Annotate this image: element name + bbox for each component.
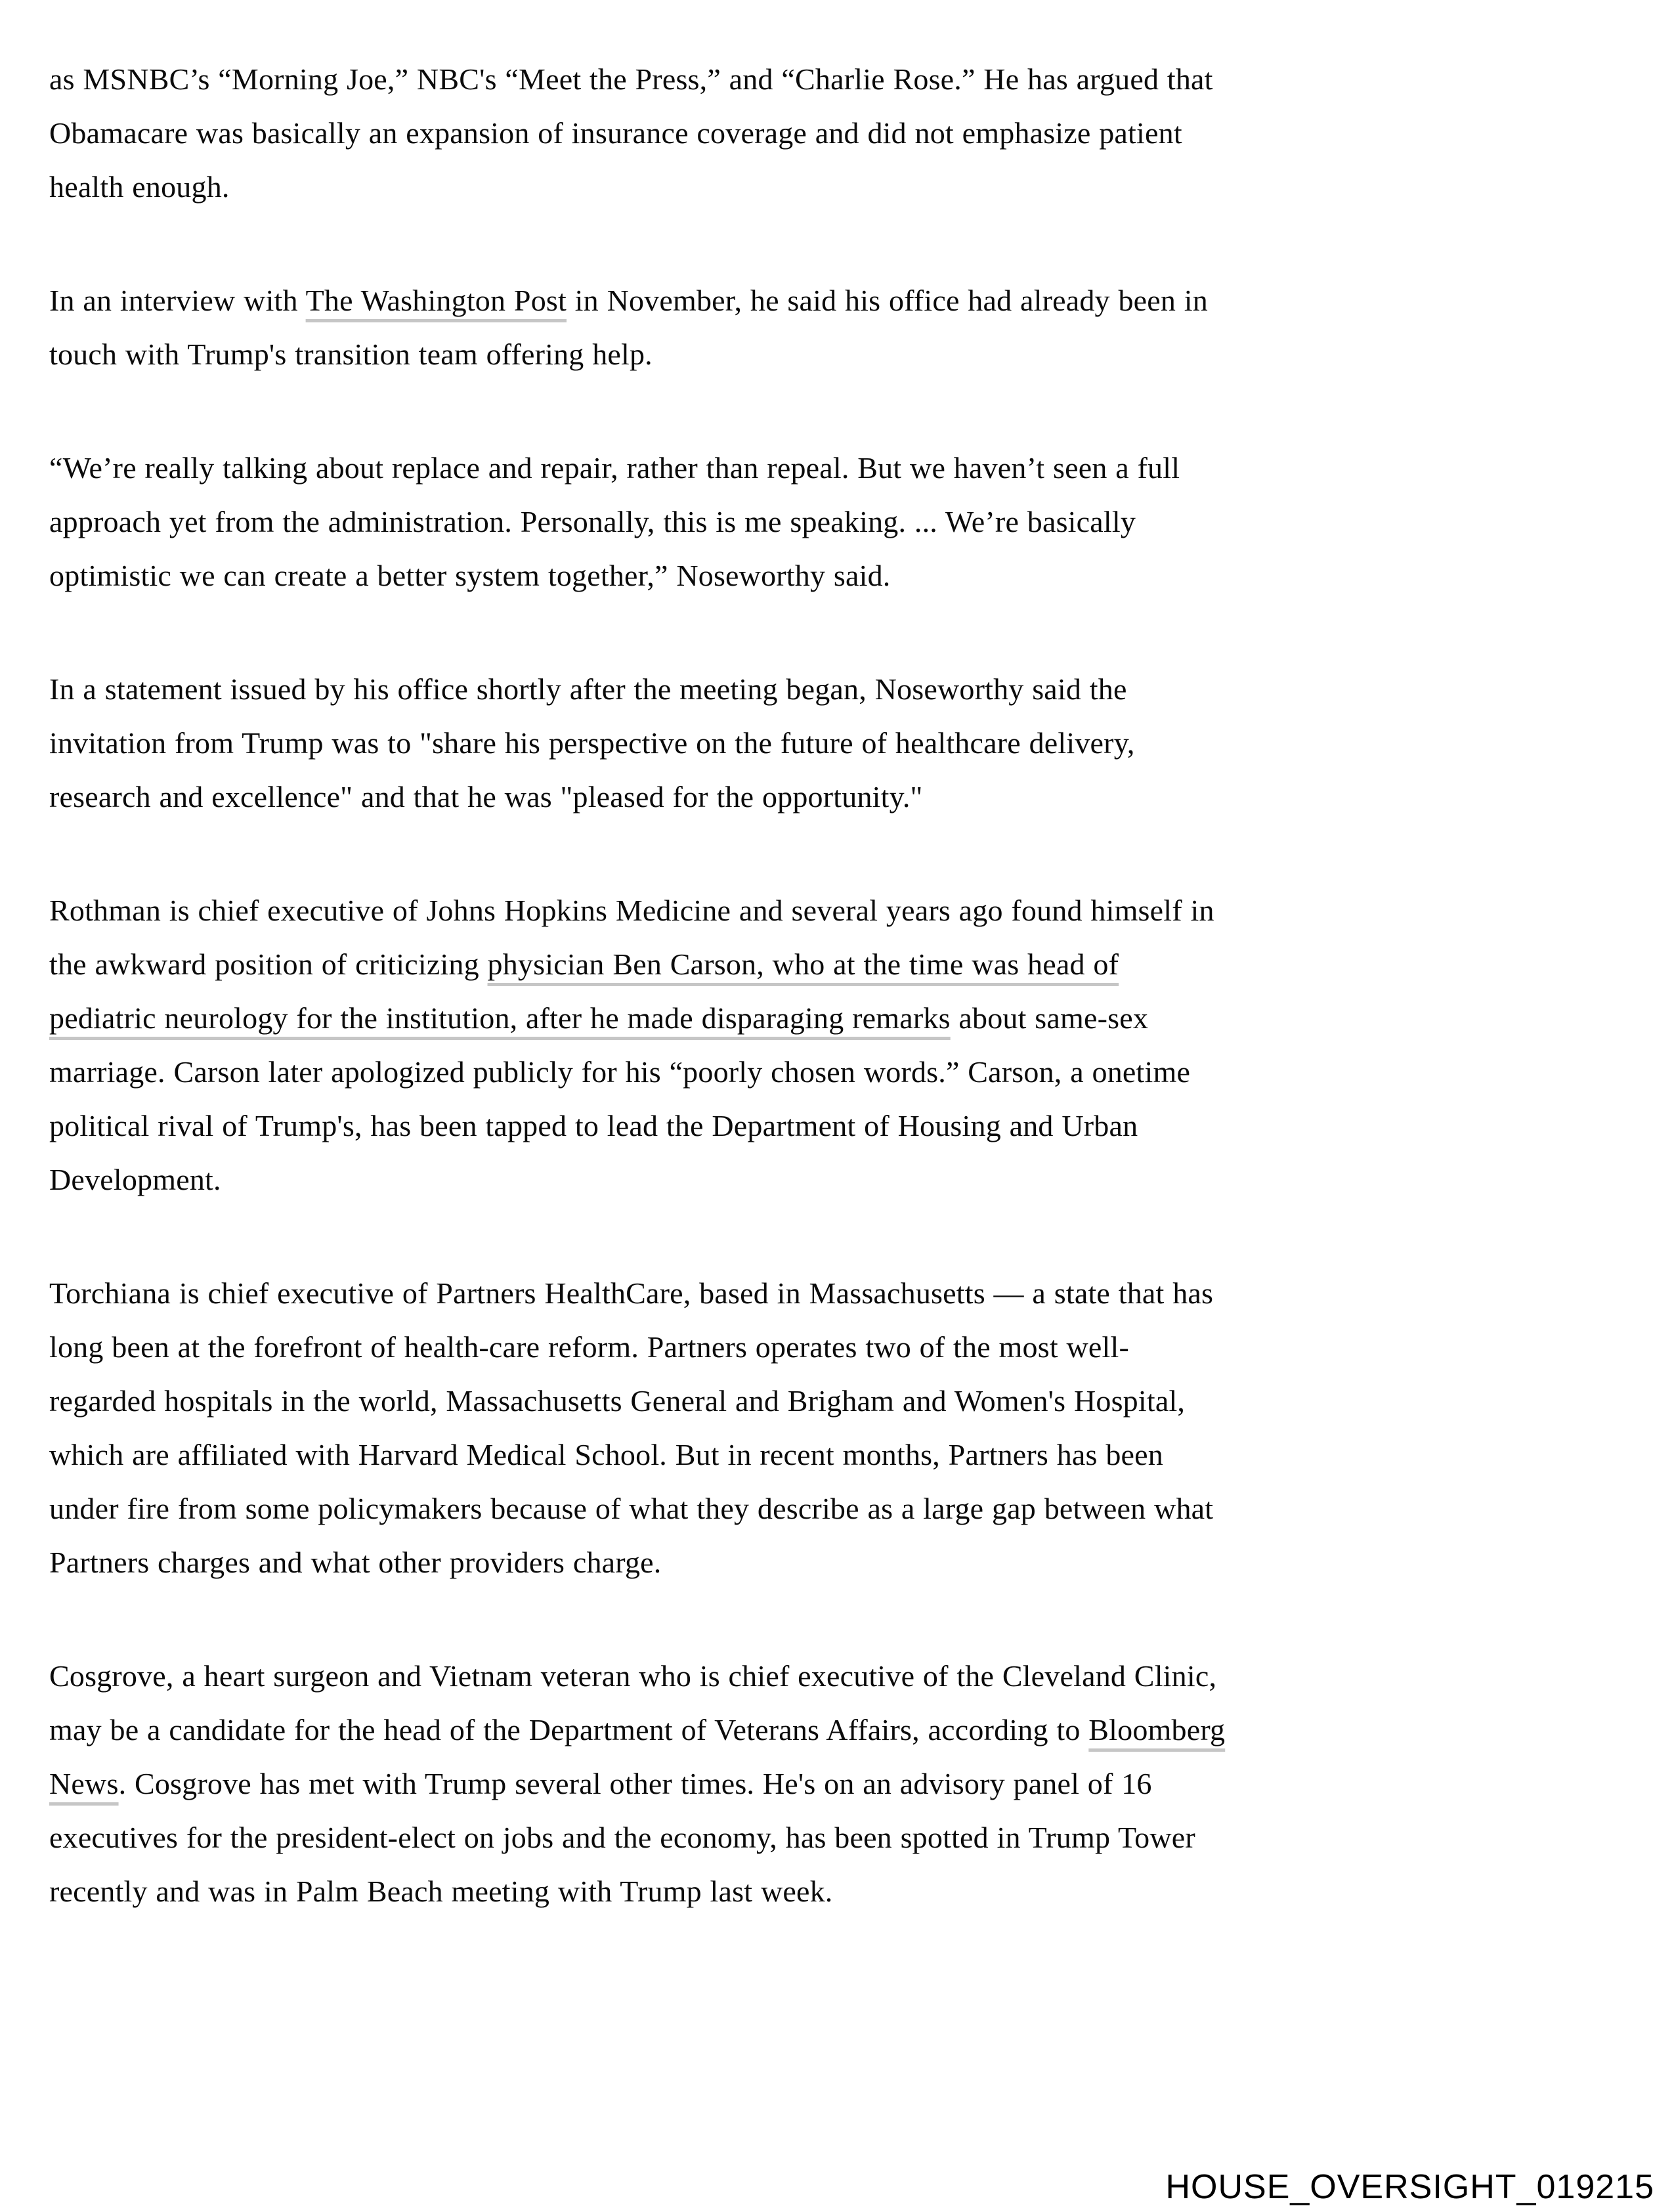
- text-run: Cosgrove, a heart surgeon and Vietnam veteran who is chief executive of the Cleveland Clinic, may be a candidate for the head of the Department of Veterans Affairs, according to: [49, 1659, 1217, 1746]
- bates-number: HOUSE_OVERSIGHT_019215: [1165, 2168, 1654, 2206]
- article-text-column: [49, 53, 1231, 1919]
- paragraph: [49, 441, 1231, 603]
- text-run: . Cosgrove has met with Trump several other times. He's on an advisory panel of 16 executives for the president-elect on jobs and the economy, has been spotted in Trump Tower recently and was in Palm Beach meeting with Trump last week.: [49, 1767, 1195, 1908]
- text-run: In a statement issued by his office shortly after the meeting began, Noseworthy said the invitation from Trump was to "share his perspective on the future of healthcare delivery, research and excellence" and that he was "pleased for the opportunity.": [49, 672, 1135, 813]
- article-link[interactable]: Bloomberg News: [49, 1713, 1226, 1800]
- paragraph: [49, 274, 1231, 381]
- text-run: “We’re really talking about replace and repair, rather than repeal. But we haven’t seen a full approach yet from the administration. Personally, this is me speaking. ... We’re basically optimistic we can create a better system together,” Noseworthy said.: [49, 451, 1180, 592]
- paragraph: [49, 662, 1231, 824]
- text-run: Torchiana is chief executive of Partners HealthCare, based in Massachusetts — a state that has long been at the forefront of health-care reform. Partners operates two of the most well-regarded hospitals in the world, Massachusetts General and Brigham and Women's Hospital, which are affiliated with Harvard Medical School. But in recent months, Partners has been under fire from some policymakers because of what they describe as a large gap between what Partners charges and what other providers charge.: [49, 1276, 1214, 1579]
- article-link[interactable]: The Washington Post: [305, 284, 567, 317]
- text-run: as MSNBC’s “Morning Joe,” NBC's “Meet the Press,” and “Charlie Rose.” He has argued that Obamacare was basically an expansion of insurance coverage and did not emphasize patient health enough.: [49, 62, 1213, 204]
- article-link[interactable]: physician Ben Carson, who at the time was head of pediatric neurology for the institution, after he made disparaging remarks: [49, 947, 1119, 1035]
- paragraph: [49, 1267, 1231, 1590]
- text-run: In an interview with: [49, 284, 306, 317]
- paragraph: [49, 1649, 1231, 1919]
- text-run: in November, he said his office had already been in touch with Trump's transition team offering help.: [49, 284, 1208, 371]
- paragraph: [49, 53, 1231, 214]
- text-run: about same-sex marriage. Carson later apologized publicly for his “poorly chosen words.” Carson, a onetime political rival of Trump's, has been tapped to lead the Department of Housing and Urban Development.: [49, 1001, 1191, 1196]
- text-run: Rothman is chief executive of Johns Hopkins Medicine and several years ago found himself in the awkward position of criticizing: [49, 894, 1214, 981]
- paragraph: [49, 884, 1231, 1207]
